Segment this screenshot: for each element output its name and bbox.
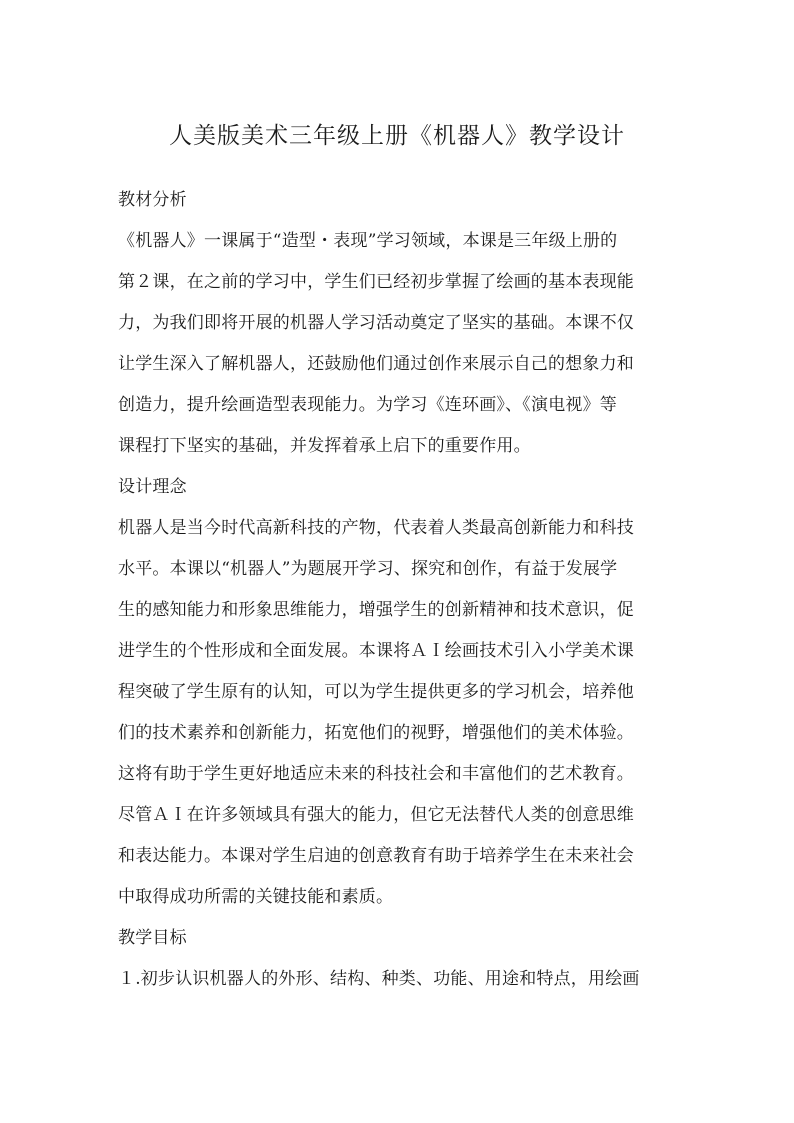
- paragraph-line: 第２课，在之前的学习中，学生们已经初步掌握了绘画的基本表现能: [118, 272, 634, 292]
- paragraph-line: １.初步认识机器人的外形、结构、种类、功能、用途和特点，用绘画: [118, 969, 640, 989]
- paragraph-line: 力，为我们即将开展的机器人学习活动奠定了坚实的基础。本课不仅: [118, 313, 634, 333]
- paragraph-line: 们的技术素养和创新能力，拓宽他们的视野，增强他们的美术体验。: [118, 723, 634, 743]
- paragraph-line: 尽管ＡＩ在许多领域具有强大的能力，但它无法替代人类的创意思维: [118, 805, 634, 825]
- paragraph-line: 这将有助于学生更好地适应未来的科技社会和丰富他们的艺术教育。: [118, 764, 634, 784]
- paragraph-line: 《机器人》一课属于“造型・表现”学习领域，本课是三年级上册的: [118, 231, 618, 251]
- paragraph-line: 水平。本课以“机器人”为题展开学习、探究和创作，有益于发展学: [118, 559, 618, 579]
- paragraph-line: 让学生深入了解机器人，还鼓励他们通过创作来展示自己的想象力和: [118, 354, 634, 374]
- section-heading-design-concept: 设计理念: [118, 477, 187, 497]
- paragraph-line: 进学生的个性形成和全面发展。本课将ＡＩ绘画技术引入小学美术课: [118, 641, 634, 661]
- section-heading-textbook-analysis: 教材分析: [118, 190, 187, 210]
- paragraph-line: 生的感知能力和形象思维能力，增强学生的创新精神和技术意识，促: [118, 600, 634, 620]
- document-title: 人美版美术三年级上册《机器人》教学设计: [169, 123, 625, 149]
- paragraph-line: 机器人是当今时代高新科技的产物，代表着人类最高创新能力和科技: [118, 518, 634, 538]
- paragraph-line: 和表达能力。本课对学生启迪的创意教育有助于培养学生在未来社会: [118, 846, 634, 866]
- paragraph-line: 程突破了学生原有的认知，可以为学生提供更多的学习机会，培养他: [118, 682, 634, 702]
- document-body: [118, 180, 684, 1000]
- paragraph-line: 中取得成功所需的关键技能和素质。: [118, 887, 394, 907]
- paragraph-line: 创造力，提升绘画造型表现能力。为学习《连环画》、《演电视》等: [118, 395, 617, 415]
- section-heading-teaching-objectives: 教学目标: [118, 928, 187, 948]
- paragraph-line: 课程打下坚实的基础，并发挥着承上启下的重要作用。: [118, 436, 531, 456]
